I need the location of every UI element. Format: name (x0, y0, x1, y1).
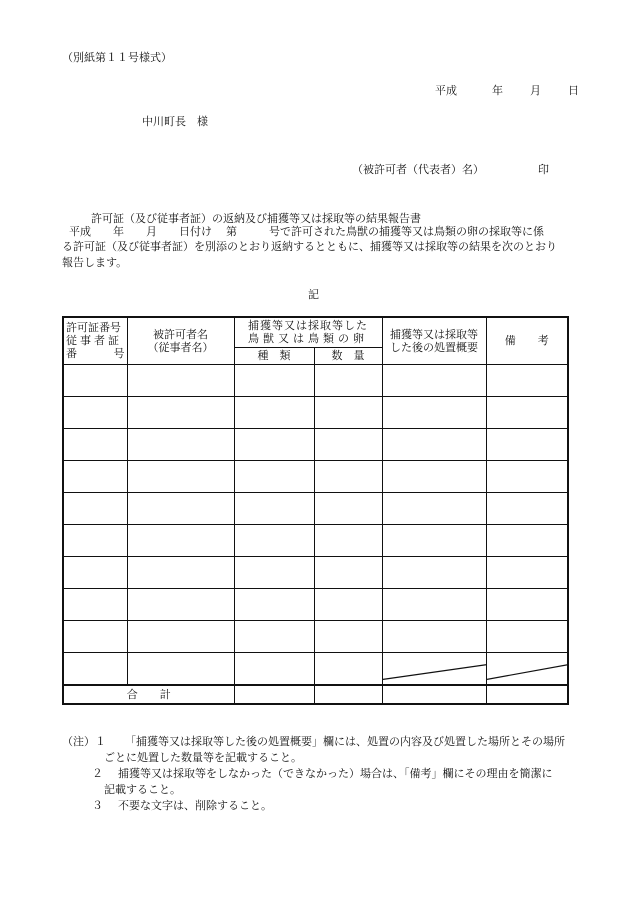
table-row (63, 556, 568, 588)
report-table (62, 316, 569, 705)
header-permit-line2: 従事者証 (66, 334, 122, 348)
table-row (63, 428, 568, 460)
header-permit-line1: 許可証番号 (66, 321, 121, 335)
header-licensee-line2: （従事者名） (147, 340, 214, 354)
addressee: 中川町長 様 (142, 115, 208, 128)
total-label: 合 計 (63, 685, 234, 704)
body-line-3: 報告します。 (62, 256, 128, 269)
table-row (63, 460, 568, 492)
table-row (63, 524, 568, 556)
date-month: 月 (530, 84, 541, 97)
note-2-marker: ２ (92, 767, 103, 780)
form-number: （別紙第１１号様式） (62, 51, 172, 64)
note-1-marker: （注）１ (62, 735, 106, 748)
header-captured-line1: 捕獲等又は採取等した (248, 319, 368, 333)
date-line (435, 82, 579, 98)
header-quantity: 数 量 (314, 347, 382, 364)
header-disposal (382, 317, 486, 364)
note-3 (92, 798, 272, 814)
note-2-cont: 記載すること。 (104, 783, 181, 796)
header-licensee (127, 317, 234, 364)
header-permit-line3 (64, 347, 127, 360)
slash-cell-disposal (382, 652, 486, 685)
header-permit-ban: 番 (66, 347, 77, 361)
body-era: 平成 (69, 225, 91, 238)
note-2-line1: 捕獲等又は採取等をしなかった（できなかった）場合は、「備考」欄にその理由を簡潔に (118, 767, 553, 780)
header-permit-number (63, 317, 127, 364)
table-row (63, 652, 568, 685)
note-3-marker: ３ (92, 799, 103, 812)
body-year: 年 (113, 225, 124, 238)
slash-cell-remarks (486, 652, 568, 685)
body-line-1 (62, 223, 544, 239)
note-1 (62, 734, 565, 750)
note-1-cont: ごとに処置した数量等を記載すること。 (104, 751, 302, 764)
header-disposal-line2: した後の処置概要 (390, 340, 478, 354)
date-year: 年 (492, 84, 503, 97)
body-line-2: る許可証（及び従事者証）を別添のとおり返納するとともに、捕獲等又は採取等の結果を次のとおり (62, 240, 557, 253)
header-remarks: 備 考 (486, 317, 568, 364)
ki-heading: 記 (308, 288, 319, 301)
note-2 (92, 766, 553, 782)
header-licensee-line1: 被許可者名 (153, 327, 208, 341)
applicant-label: （被許可者（代表者）名） (352, 163, 484, 176)
note-1-line1: 「捕獲等又は採取等した後の処置概要」欄には、処置の内容及び処置した場所とその場所 (125, 735, 565, 748)
body-rest: 号で許可された鳥獣の捕獲等又は鳥類の卵の採取等に係 (269, 225, 544, 238)
header-captured (234, 317, 382, 347)
diagonal-slash-icon (487, 653, 568, 684)
header-kind: 種 類 (234, 347, 314, 364)
diagonal-slash-icon (383, 653, 486, 684)
table-row (63, 620, 568, 652)
table-row (63, 492, 568, 524)
body-month: 月 (146, 225, 157, 238)
total-row (63, 685, 568, 704)
header-captured-line2: 鳥獣又は鳥類の卵 (248, 332, 368, 346)
document-subject: 許可証（及び従事者証）の返納及び捕獲等又は採取等の結果報告書 (91, 212, 421, 225)
table-row (63, 588, 568, 620)
date-day: 日 (568, 84, 579, 97)
header-disposal-line1: 捕獲等又は採取等 (390, 327, 478, 341)
seal-mark: 印 (538, 163, 549, 176)
body-day: 日付け (179, 225, 212, 238)
table-row (63, 396, 568, 428)
header-permit-go: 号 (113, 347, 125, 361)
table-row (63, 364, 568, 396)
note-3-line1: 不要な文字は、削除すること。 (118, 799, 272, 812)
date-era: 平成 (435, 84, 457, 97)
body-no-prefix: 第 (226, 225, 237, 238)
